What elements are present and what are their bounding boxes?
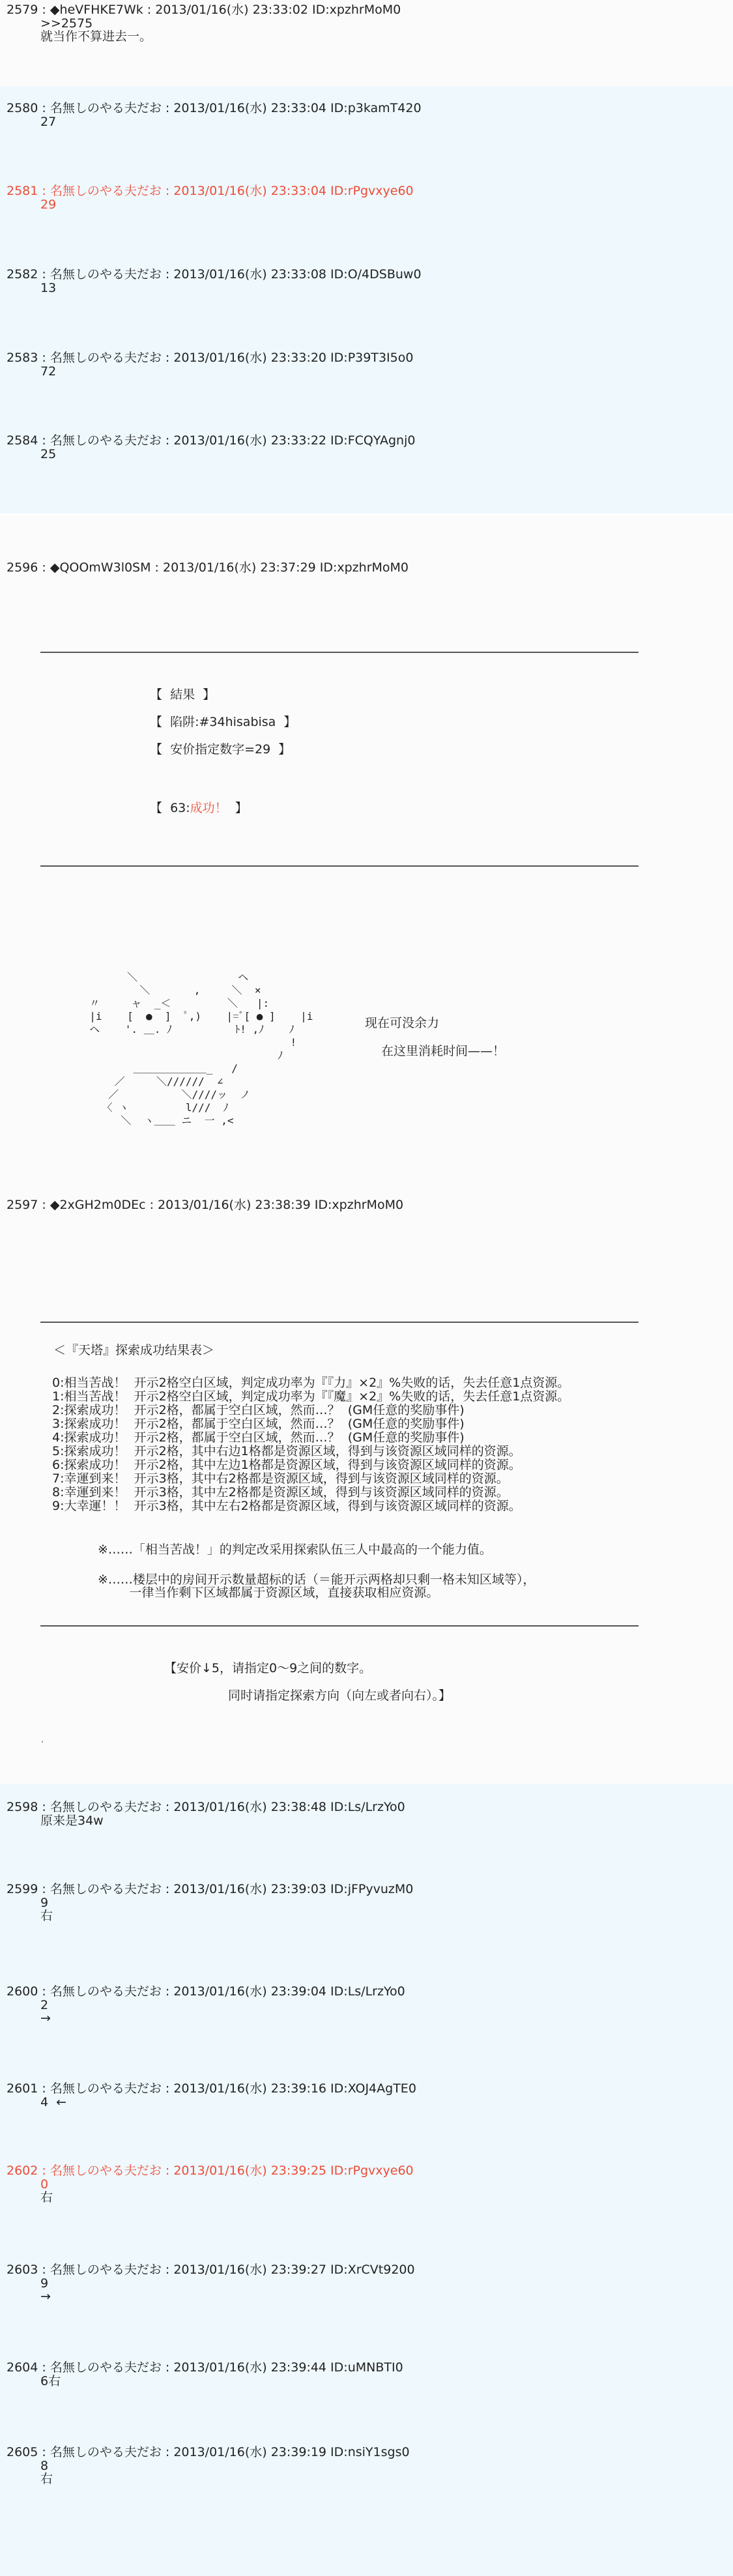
post-body: 27 (40, 115, 57, 129)
table-row: 6:探索成功！ 开示2格，其中左边1格都是资源区域，得到与该资源区域同样的资源。 (52, 1458, 521, 1472)
speech-line: 在这里消耗时间——！ (381, 1044, 506, 1058)
post-header: 2581 : 名無しのやる夫だお : 2013/01/16(水) 23:33:04 ID:rPgvxye60 (7, 184, 414, 198)
post-block-2 (0, 86, 733, 514)
table-row: 4:探索成功！ 开示2格，都属于空白区域，然而…？ (GM任意的奖励事件) (52, 1430, 465, 1445)
post-body: 13 (40, 281, 57, 295)
post-header: 2597 : ◆2xGH2m0DEc : 2013/01/16(水) 23:38:39 ID:xpzhrMoM0 (7, 1198, 404, 1212)
post-header: 2582 : 名無しのやる夫だお : 2013/01/16(水) 23:33:08 ID:O/4DSBuw0 (7, 267, 422, 282)
post-body: 8 右 (40, 2459, 53, 2486)
post-body: 原来是34w (40, 1814, 104, 1828)
table-title: ＜『天塔』探索成功结果表＞ (53, 1343, 215, 1357)
post-body: 72 (40, 364, 57, 379)
divider (40, 652, 639, 653)
post-header: 2605 : 名無しのやる夫だお : 2013/01/16(水) 23:39:19 ID:nsiY1sgs0 (7, 2445, 410, 2459)
post-body: 25 (40, 447, 57, 461)
instruction: 同时请指定探索方向（向左或者向右）。】 (228, 1688, 452, 1703)
table-row: 2:探索成功！ 开示2格，都属于空白区域，然而…？ (GM任意的奖励事件) (52, 1403, 465, 1417)
table-row: 8:幸運到来！ 开示3格，其中左2格都是资源区域，得到与该资源区域同样的资源。 (52, 1485, 509, 1499)
post-body: 2 → (40, 1998, 51, 2025)
result-trap: 【 陷阱:#34hisabisa 】 (150, 715, 296, 729)
outcome-success: 成功！ (190, 801, 227, 815)
post-header: 2596 : ◆QOOmW3l0SM : 2013/01/16(水) 23:37:29 ID:xpzhrMoM0 (7, 560, 409, 575)
table-note: ※……楼层中的房间开示数量超标的话（＝能开示两格却只剩一格未知区域等）， 一律当作剩下区域都属于资源区域，直接获取相应资源。 (98, 1572, 536, 1600)
table-row: 0:相当苦战！ 开示2格空白区域，判定成功率为『『力』×2』%失败的话，失去任意1点资源。 (52, 1376, 570, 1390)
table-row: 9:大幸運！！ 开示3格，其中左右2格都是资源区域，得到与该资源区域同样的资源。 (52, 1499, 521, 1513)
stray-dot: . (40, 1731, 45, 1746)
post-header: 2600 : 名無しのやる夫だお : 2013/01/16(水) 23:39:04 ID:Ls/LrzYo0 (7, 1984, 405, 1999)
post-header: 2580 : 名無しのやる夫だお : 2013/01/16(水) 23:33:04 ID:p3kamT420 (7, 101, 422, 115)
post-body: >>2575 就当作不算进去一。 (40, 16, 152, 44)
table-row: 5:探索成功！ 开示2格，其中右边1格都是资源区域，得到与该资源区域同样的资源。 (52, 1444, 521, 1458)
table-row: 3:探索成功！ 开示2格，都属于空白区域，然而…？ (GM任意的奖励事件) (52, 1417, 465, 1431)
divider (40, 865, 639, 867)
post-header: 2603 : 名無しのやる夫だお : 2013/01/16(水) 23:39:27 ID:XrCVt9200 (7, 2263, 415, 2277)
post-header: 2604 : 名無しのやる夫だお : 2013/01/16(水) 23:39:44 ID:uMNBTI0 (7, 2360, 403, 2375)
result-number: 【 安价指定数字=29 】 (150, 742, 291, 757)
post-body: 4 ← (40, 2095, 67, 2109)
instruction: 【安价↓5，请指定0～9之间的数字。 (164, 1661, 372, 1675)
result-title: 【 結果 】 (150, 687, 216, 702)
ascii-art: ＼ ヘ ＼ , ＼ × 〃 ャ _＜ ＼ |: |i [ ● ] ﾟ,) |=ﾞ[ ● ] |i ヘ '. ＿. ﾉ ﾄ! ,ﾉ ﾉ ! ﾉ ＿＿＿＿＿＿＿_ / ／ ＼////// ∠ ／ ＼////ッ ノ 〈 ヽ l/// ﾉ ＼ ヽ＿＿ ニ 一 ,< (89, 971, 313, 1127)
divider (40, 1625, 639, 1627)
post-header: 2579 : ◆heVFHKE7Wk : 2013/01/16(水) 23:33:02 ID:xpzhrMoM0 (7, 3, 401, 17)
table-row: 7:幸運到来！ 开示3格，其中右2格都是资源区域，得到与该资源区域同样的资源。 (52, 1471, 509, 1486)
post-header: 2584 : 名無しのやる夫だお : 2013/01/16(水) 23:33:22 ID:FCQYAgnj0 (7, 433, 416, 448)
table-note: ※……「相当苦战！」的判定改采用探索队伍三人中最高的一个能力值。 (98, 1542, 492, 1557)
divider (40, 1322, 639, 1323)
post-body: 29 (40, 197, 57, 212)
post-body: 9 右 (40, 1896, 53, 1923)
table-row: 1:相当苦战！ 开示2格空白区域，判定成功率为『『魔』×2』%失败的话，失去任意1点资源。 (52, 1389, 570, 1404)
result-outcome: 【 63:成功！ 】 (150, 801, 248, 815)
post-body: 6右 (40, 2374, 61, 2388)
post-body: 9 → (40, 2276, 51, 2304)
post-header: 2602 : 名無しのやる夫だお : 2013/01/16(水) 23:39:25 ID:rPgvxye60 (7, 2164, 414, 2178)
post-header: 2598 : 名無しのやる夫だお : 2013/01/16(水) 23:38:48 ID:Ls/LrzYo0 (7, 1800, 405, 1814)
post-header: 2583 : 名無しのやる夫だお : 2013/01/16(水) 23:33:20 ID:P39T3I5o0 (7, 351, 414, 365)
post-header: 2601 : 名無しのやる夫だお : 2013/01/16(水) 23:39:16 ID:XOJ4AgTE0 (7, 2081, 416, 2096)
post-body: 0 右 (40, 2177, 53, 2205)
post-header: 2599 : 名無しのやる夫だお : 2013/01/16(水) 23:39:03 ID:jFPyvuzM0 (7, 1882, 414, 1896)
result-table (52, 1376, 569, 1513)
speech-line: 现在可没余力 (365, 1016, 440, 1030)
